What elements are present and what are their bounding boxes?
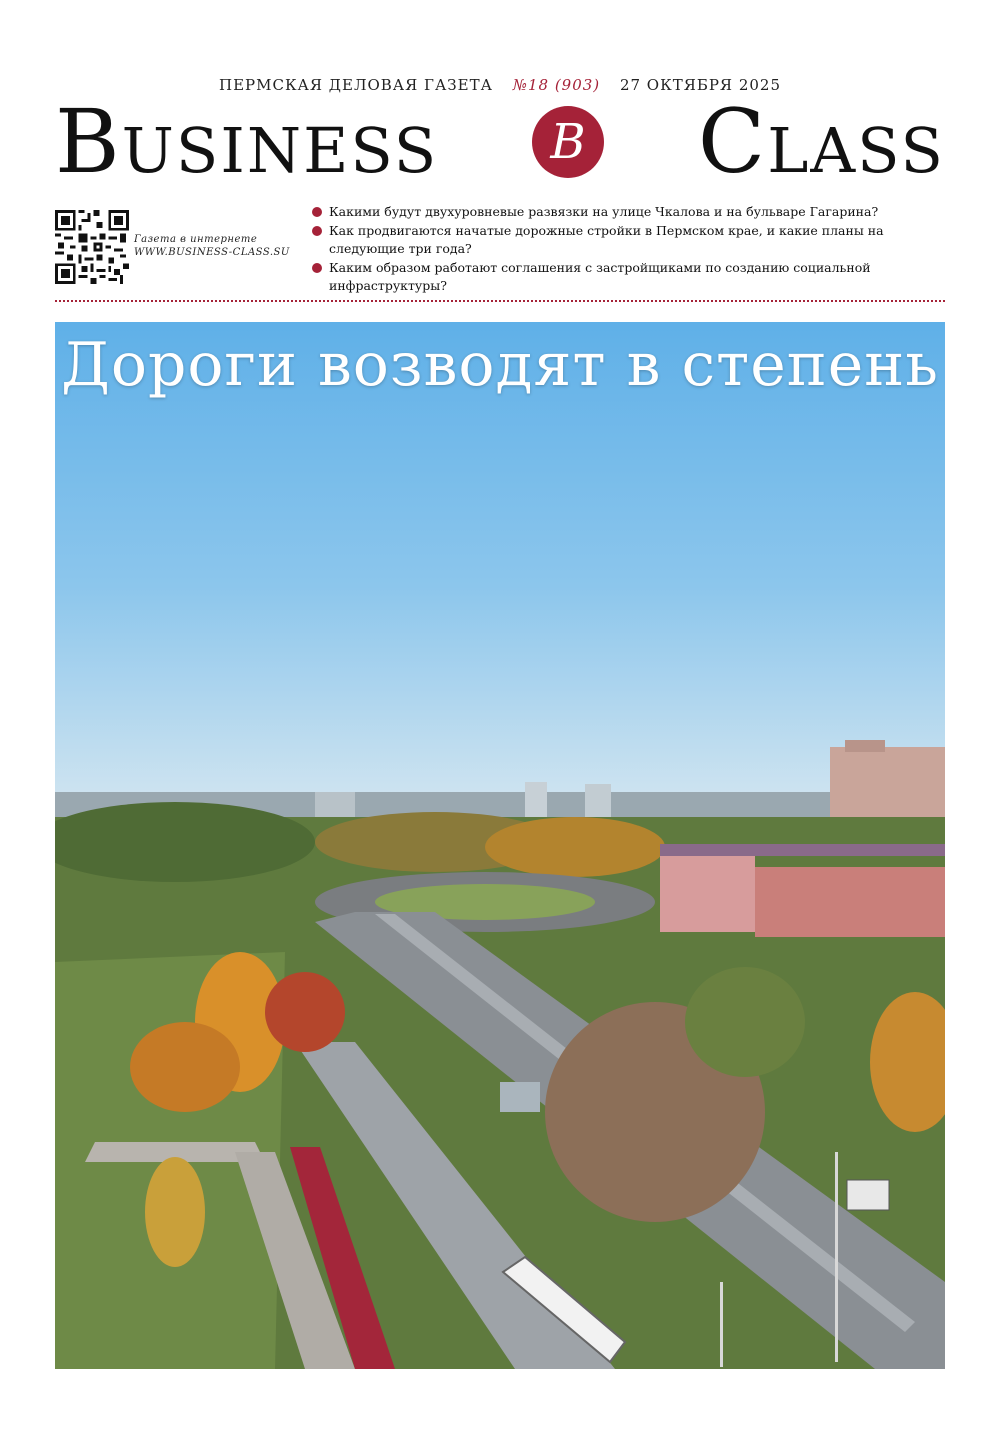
- issue-number: №18 (903): [512, 76, 601, 94]
- paper-name: ПЕРМСКАЯ ДЕЛОВАЯ ГАЗЕТА: [218, 76, 493, 94]
- issue-date: 27 ОКТЯБРЯ 2025: [619, 76, 781, 94]
- teaser-item[interactable]: Какими будут двухуровневые развязки на улице Чкалова и на бульваре Гагарина?: [312, 203, 912, 221]
- logo-emblem-icon: B: [532, 106, 604, 178]
- logo-word-right: Class: [697, 90, 945, 193]
- dotted-divider: [55, 300, 945, 302]
- teaser-item[interactable]: Как продвигаются начатые дорожные стройки в Пермском крае, и какие планы на следующие три года?: [312, 222, 912, 258]
- teaser-item[interactable]: Каким образом работают соглашения с застройщиками по созданию социальной инфраструктуры?: [312, 259, 912, 295]
- logo: [55, 90, 945, 193]
- logo-word-left: Business: [55, 90, 439, 193]
- cover-headline: Дороги возводят в степень: [61, 330, 939, 400]
- qr-code-icon[interactable]: [55, 210, 129, 284]
- site-url-link[interactable]: WWW.BUSINESS-CLASS.SU: [134, 247, 290, 258]
- online-label: Газета в интернете: [134, 234, 258, 245]
- teaser-list: [312, 203, 912, 296]
- site-info: [134, 233, 290, 259]
- cover-photo: [55, 322, 945, 1369]
